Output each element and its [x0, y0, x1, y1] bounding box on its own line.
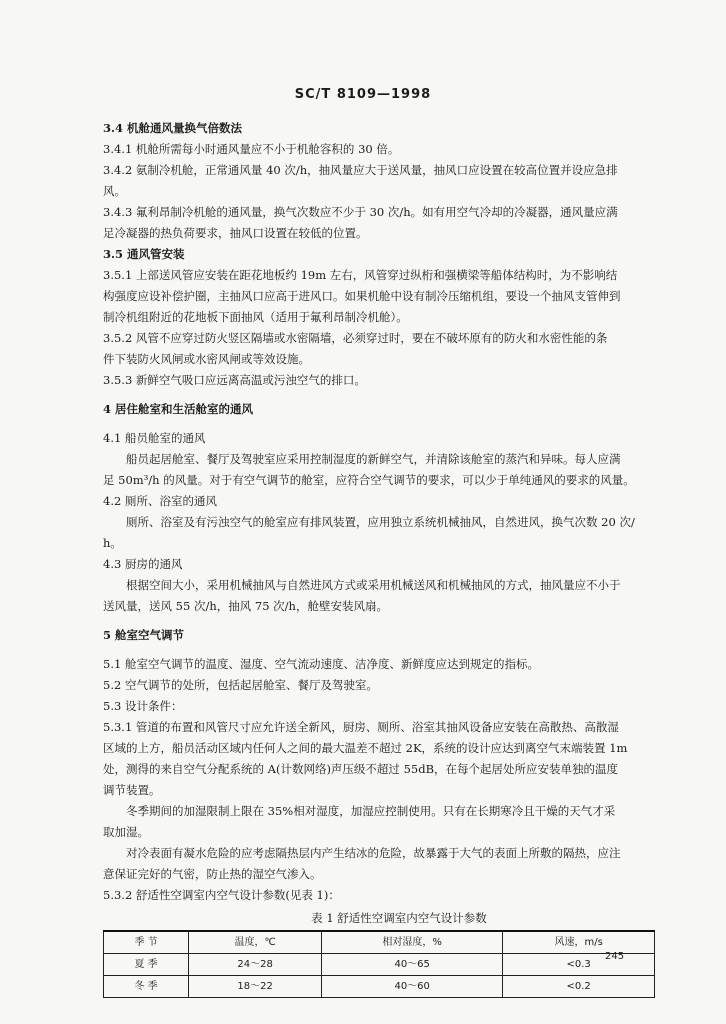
section-heading: 3.4 机舱通风量换气倍数法: [103, 121, 243, 135]
text-line: 3.5.2 风管不应穿过防火竖区隔墙或水密隔墙，必须穿过时，要在不破坏原有的防火和水密性能的条: [103, 331, 608, 345]
table-header-cell: 季 节: [104, 931, 189, 954]
section-heading: 5 舱室空气调节: [103, 628, 185, 642]
text-line: 足冷凝器的热负荷要求，抽风口设置在较低的位置。: [103, 226, 368, 240]
table-cell: 24～28: [189, 954, 322, 976]
spacer: [103, 646, 655, 654]
table-cell: <0.2: [503, 976, 655, 998]
table-header-row: [104, 931, 655, 954]
text-line: 4.3 厨房的通风: [103, 557, 183, 571]
text-line: 送风量，送风 55 次/h，抽风 75 次/h，舱壁安装风扇。: [103, 599, 388, 613]
section-heading: 4 居住舱室和生活舱室的通风: [103, 402, 254, 416]
text-line: 意保证完好的气密，防止热的湿空气渗入。: [103, 867, 322, 881]
table-header-cell: 相对湿度，%: [322, 931, 503, 954]
table-row: [104, 954, 655, 976]
spacer: [103, 617, 655, 625]
page-header: SC/T 8109—1998: [294, 87, 432, 102]
text-line: 调节装置。: [103, 783, 161, 797]
text-line: 5.1 舱室空气调节的温度、湿度、空气流动速度、洁净度、新鲜度应达到规定的指标。: [103, 657, 539, 671]
text-line: 厕所、浴室及有污浊空气的舱室应有排风装置，应用独立系统机械抽风，自然进风，换气次数 20 次/: [126, 515, 635, 529]
text-line: 4.2 厕所、浴室的通风: [103, 494, 217, 508]
text-line: 5.2 空气调节的处所，包括起居舱室、餐厅及驾驶室。: [103, 678, 378, 692]
text-line: 区域的上方，船员活动区域内任何人之间的最大温差不超过 2K，系统的设计应达到离空气末端装置 1m: [103, 741, 628, 755]
table-cell: 冬 季: [104, 976, 189, 998]
spacer: [103, 420, 655, 428]
table-row: [104, 976, 655, 998]
text-line: 船员起居舱室、餐厅及驾驶室应采用控制湿度的新鲜空气，并清除该舱室的蒸汽和异味。每人应满: [126, 452, 621, 466]
text-line: 冬季期间的加湿限制上限在 35%相对湿度，加湿应控制使用。只有在长期寒冷且干燥的天气才采: [126, 804, 616, 818]
text-line: 5.3.1 管道的布置和风管尺寸应允许送全新风，厨房、厕所、浴室其抽风设备应安装在高散热、高散湿: [103, 720, 619, 734]
document-body: [103, 118, 655, 998]
text-line: 3.4.3 氟利昂制冷机舱的通风量，换气次数应不少于 30 次/h。如有用空气冷却的冷凝器，通风量应满: [103, 205, 618, 219]
text-line: 4.1 船员舱室的通风: [103, 431, 206, 445]
text-line: 件下装防火风闸或水密风闸或等效设施。: [103, 352, 310, 366]
text-line: 5.3.2 舒适性空调室内空气设计参数(见表 1)：: [103, 888, 340, 902]
text-line: h。: [103, 536, 122, 550]
text-line: 处，测得的来自空气分配系统的 A(计数网络)声压级不超过 55dB，在每个起居处所应安装单独的温度: [103, 762, 619, 776]
table-caption: 表 1 舒适性空调室内空气设计参数: [311, 911, 487, 925]
text-line: 3.4.2 氨制冷机舱，正常通风量 40 次/h，抽风量应大于送风量，抽风口应设置在较高位置并设应急排: [103, 163, 618, 177]
text-line: 取加湿。: [103, 825, 149, 839]
table-cell: 40～65: [322, 954, 503, 976]
text-line: 3.5.1 上部送风管应安装在距花地板约 19m 左右，风管穿过纵桁和强横梁等船体结构时，为不影响结: [103, 268, 618, 282]
text-line: 3.5.3 新鲜空气吸口应远离高温或污浊空气的排口。: [103, 373, 366, 387]
text-line: 对冷表面有凝水危险的应考虑隔热层内产生结冰的危险，故暴露于大气的表面上所敷的隔热，应注: [126, 846, 621, 860]
text-line: 风。: [103, 184, 126, 198]
text-line: 足 50m³/h 的风量。对于有空气调节的舱室，应符合空气调节的要求，可以少于单纯通风的要求的风量。: [103, 473, 635, 487]
table-cell: <0.3: [503, 954, 655, 976]
text-line: 根据空间大小，采用机械抽风与自然进风方式或采用机械送风和机械抽风的方式，抽风量应不小于: [126, 578, 621, 592]
table-cell: 夏 季: [104, 954, 189, 976]
spacer: [103, 391, 655, 399]
text-line: 制冷机组附近的花地板下面抽风（适用于氟利昂制冷机舱）。: [103, 310, 408, 324]
text-line: 构强度应设补偿护圈，主抽风口应高于进风口。如果机舱中设有制冷压缩机组，要设一个抽风支管伸到: [103, 289, 621, 303]
table-header-cell: 温度，℃: [189, 931, 322, 954]
design-parameter-table: [103, 930, 655, 998]
text-line: 3.4.1 机舱所需每小时通风量应不小于机舱容积的 30 倍。: [103, 142, 400, 156]
table-header-cell: 风速，m/s: [503, 931, 655, 954]
table-cell: 40～60: [322, 976, 503, 998]
section-heading: 3.5 通风管安装: [103, 247, 185, 261]
table-cell: 18～22: [189, 976, 322, 998]
page-number: 245: [605, 951, 625, 962]
text-line: 5.3 设计条件：: [103, 699, 183, 713]
